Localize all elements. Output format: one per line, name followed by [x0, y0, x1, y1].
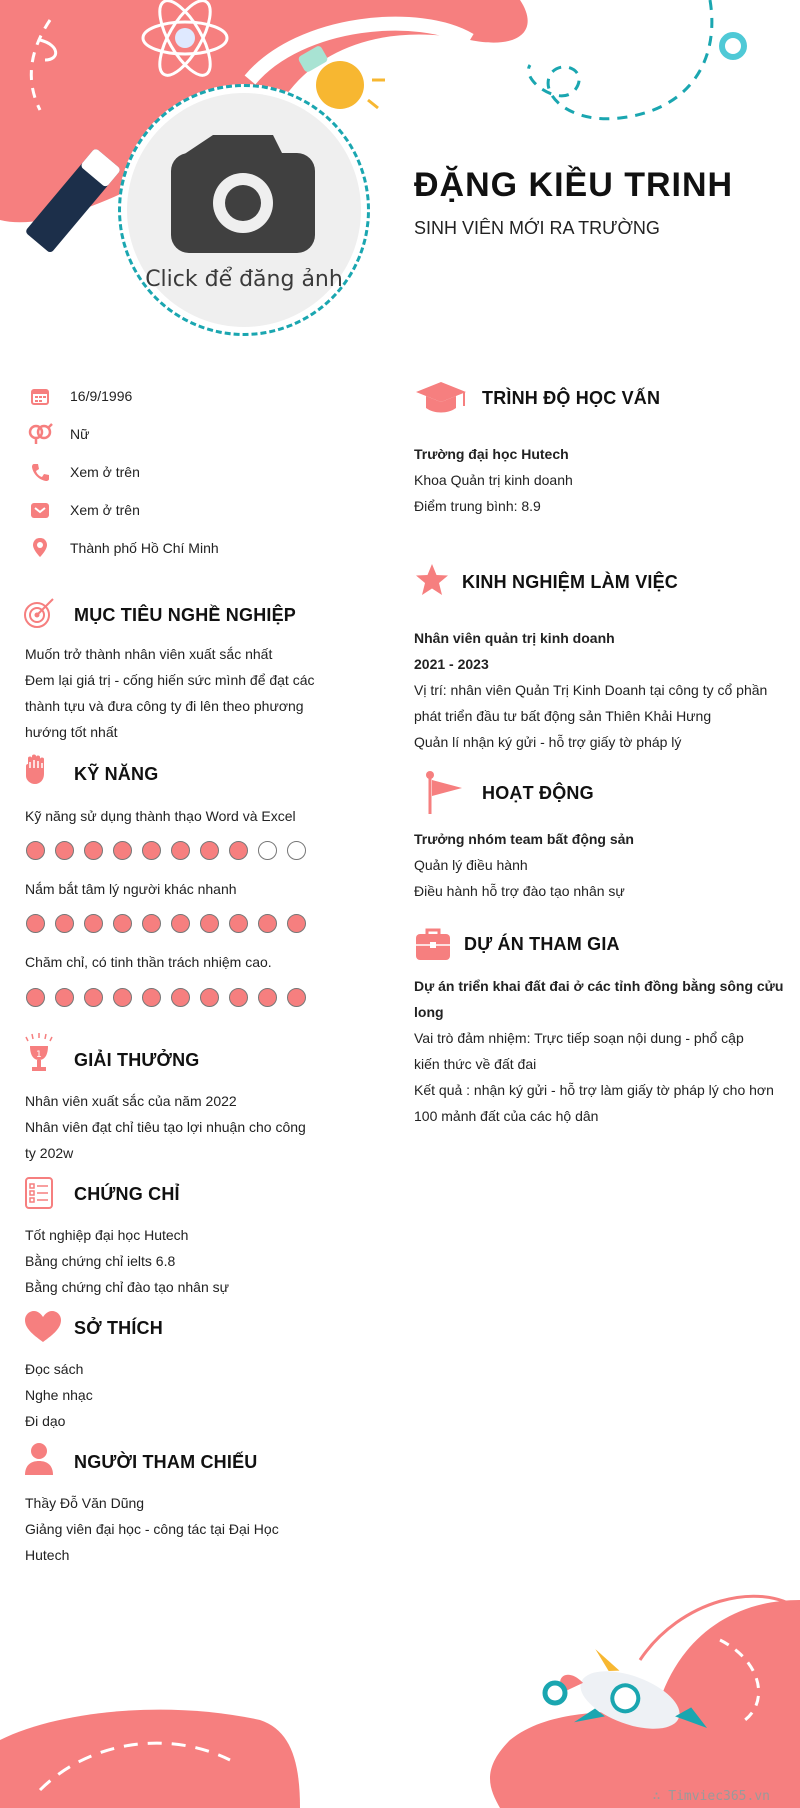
rating-dot-filled [142, 914, 161, 933]
education-line: Khoa Quản trị kinh doanh [414, 472, 573, 488]
info-text: Nữ [70, 426, 90, 442]
reference-line: Giảng viên đại học - công tác tại Đại Học [25, 1521, 279, 1537]
rating-dot-filled [200, 914, 219, 933]
rating-dot-filled [200, 988, 219, 1007]
info-text: Thành phố Hồ Chí Minh [70, 540, 219, 556]
skill-name: Nắm bắt tâm lý người khác nhanh [25, 881, 237, 897]
section-title-projects: DỰ ÁN THAM GIA [464, 934, 620, 954]
section-title-activities: HOẠT ĐỘNG [482, 783, 594, 803]
skill-name: Kỹ năng sử dụng thành thạo Word và Excel [25, 808, 296, 824]
graduation-cap-icon [414, 380, 468, 416]
education-line: Điểm trung bình: 8.9 [414, 498, 541, 514]
projects-line: kiến thức về đất đai [414, 1056, 537, 1072]
rating-dot-filled [113, 841, 132, 860]
briefcase-icon [414, 926, 452, 962]
section-title-objective: MỤC TIÊU NGHỀ NGHIỆP [74, 605, 297, 625]
award-line: Nhân viên xuất sắc của năm 2022 [25, 1093, 237, 1109]
info-phone [26, 460, 140, 484]
rating-dot-filled [229, 841, 248, 860]
skill-rating [26, 841, 316, 860]
rating-dot-empty [258, 841, 277, 860]
objective-text [25, 641, 317, 745]
phone-icon [26, 461, 54, 483]
rating-dot-filled [200, 841, 219, 860]
activities-lead: Trưởng nhóm team bất động sản [414, 831, 634, 847]
certificate-line: Tốt nghiệp đại học Hutech [25, 1227, 189, 1243]
projects-lead-line: long [414, 1004, 444, 1020]
section-title-certificates: CHỨNG CHỈ [74, 1184, 180, 1204]
projects-text [414, 973, 784, 1129]
candidate-role: SINH VIÊN MỚI RA TRƯỜNG [414, 218, 660, 238]
checklist-icon [24, 1176, 56, 1210]
rating-dot-filled [113, 914, 132, 933]
reference-line: Hutech [25, 1547, 70, 1563]
rating-dot-filled [84, 988, 103, 1007]
trophy-icon [22, 1032, 56, 1074]
section-title-hobbies: SỞ THÍCH [74, 1318, 163, 1338]
flag-icon [424, 770, 464, 816]
rating-dot-filled [55, 988, 74, 1007]
skill-rating [26, 914, 316, 933]
rating-dot-filled [171, 914, 190, 933]
experience-text [414, 625, 767, 755]
info-birthday [26, 384, 132, 408]
skill-name: Chăm chỉ, có tinh thần trách nhiệm cao. [25, 954, 272, 970]
rating-dot-filled [171, 841, 190, 860]
projects-line: Vai trò đảm nhiệm: Trực tiếp soạn nội dung - phổ cập [414, 1030, 744, 1046]
hobbies-text [25, 1356, 93, 1434]
certificate-line: Bằng chứng chỉ ielts 6.8 [25, 1253, 176, 1269]
objective-line: thành tựu và đưa công ty đi lên theo phương [25, 698, 304, 714]
info-gender [26, 422, 89, 446]
camera-icon [163, 127, 323, 257]
rating-dot-filled [26, 988, 45, 1007]
experience-line: Quản lí nhận ký gửi - hỗ trợ giấy tờ pháp lý [414, 734, 682, 750]
rating-dot-filled [55, 841, 74, 860]
star-icon [414, 562, 450, 598]
projects-line: Kết quả : nhận ký gửi - hỗ trợ làm giấy tờ pháp lý cho hơn [414, 1082, 774, 1098]
hobby-line: Đi dạo [25, 1413, 66, 1429]
location-icon [26, 537, 54, 559]
references-text [25, 1490, 317, 1568]
rating-dot-filled [171, 988, 190, 1007]
rating-dot-filled [258, 988, 277, 1007]
certificates-text [25, 1222, 229, 1300]
info-text: Xem ở trên [70, 502, 140, 518]
experience-period: 2021 - 2023 [414, 656, 489, 672]
info-text: 16/9/1996 [70, 388, 133, 404]
rating-dot-filled [142, 988, 161, 1007]
rating-dot-filled [84, 914, 103, 933]
hand-icon [22, 754, 50, 786]
rating-dot-filled [84, 841, 103, 860]
reference-line: Thầy Đỗ Văn Dũng [25, 1495, 145, 1511]
section-title-education: TRÌNH ĐỘ HỌC VẤN [482, 388, 661, 408]
skill-rating [26, 988, 316, 1007]
experience-line: phát triển đầu tư bất động sản Thiên Khải Hưng [414, 708, 712, 724]
heart-icon [24, 1310, 62, 1344]
objective-line: Muốn trở thành nhân viên xuất sắc nhất [25, 646, 273, 662]
rating-dot-filled [229, 914, 248, 933]
award-line: Nhân viên đạt chỉ tiêu tạo lợi nhuận cho công [25, 1119, 306, 1135]
svg-text:1: 1 [36, 1050, 42, 1060]
section-title-skills: KỸ NĂNG [74, 764, 159, 784]
education-school: Trường đại học Hutech [414, 446, 569, 462]
rating-dot-empty [287, 841, 306, 860]
experience-position: Nhân viên quản trị kinh doanh [414, 630, 615, 646]
person-icon [24, 1442, 54, 1476]
award-line: ty 202w [25, 1145, 74, 1161]
projects-lead-line: Dự án triển khai đất đai ở các tỉnh đồng bằng sông cửu [414, 978, 784, 994]
activities-text [414, 826, 634, 904]
objective-line: hướng tốt nhất [25, 724, 118, 740]
calendar-icon [26, 385, 54, 407]
photo-label: Click để đăng ảnh [145, 267, 343, 292]
gender-icon [26, 423, 54, 445]
section-title-awards: GIẢI THƯỞNG [74, 1050, 200, 1070]
hobby-line: Nghe nhạc [25, 1387, 93, 1403]
rating-dot-filled [287, 914, 306, 933]
education-text [414, 441, 573, 519]
candidate-name: ĐẶNG KIỀU TRINH [414, 166, 734, 204]
activities-line: Quản lý điều hành [414, 857, 528, 873]
rating-dot-filled [55, 914, 74, 933]
projects-line: 100 mảnh đất của các hộ dân [414, 1108, 599, 1124]
target-icon [22, 596, 56, 630]
rating-dot-filled [26, 841, 45, 860]
rating-dot-filled [287, 988, 306, 1007]
certificate-line: Bằng chứng chỉ đào tạo nhân sự [25, 1279, 229, 1295]
rating-dot-filled [258, 914, 277, 933]
section-title-experience: KINH NGHIỆM LÀM VIỆC [462, 572, 679, 592]
objective-line: Đem lại giá trị - cống hiến sức mình để đạt các [25, 672, 315, 688]
info-text: Xem ở trên [70, 464, 140, 480]
email-icon [26, 499, 54, 521]
info-email [26, 498, 140, 522]
watermark: ∴ Timviec365.vn [652, 1789, 770, 1804]
rating-dot-filled [113, 988, 132, 1007]
photo-upload[interactable] [118, 84, 370, 336]
experience-line: Vị trí: nhân viên Quản Trị Kinh Doanh tại công ty cổ phần [414, 682, 768, 698]
rating-dot-filled [142, 841, 161, 860]
hobby-line: Đọc sách [25, 1361, 84, 1377]
info-location [26, 536, 219, 560]
rating-dot-filled [229, 988, 248, 1007]
activities-line: Điều hành hỗ trợ đào tạo nhân sự [414, 883, 625, 899]
rating-dot-filled [26, 914, 45, 933]
section-title-references: NGƯỜI THAM CHIẾU [74, 1452, 258, 1472]
awards-text [25, 1088, 306, 1166]
